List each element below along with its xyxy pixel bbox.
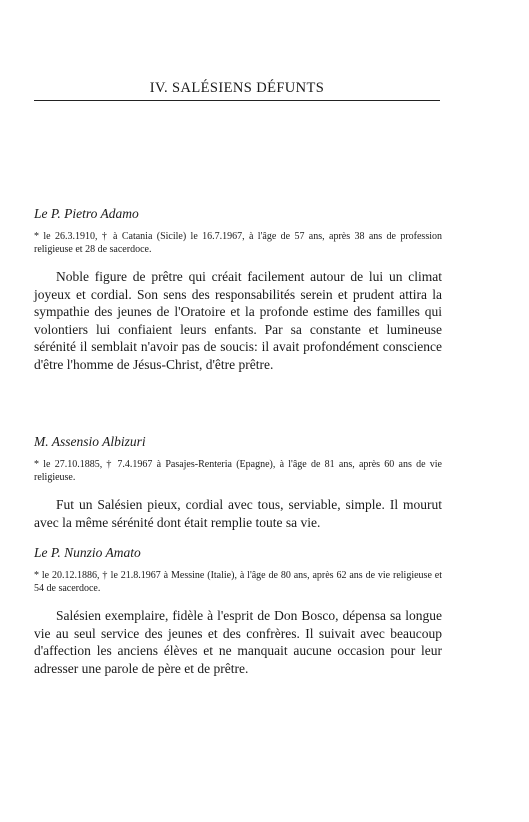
entry-dates: * le 27.10.1885, † 7.4.1967 à Pasajes-Renteria (Epagne), à l'âge de 81 ans, après 60 ans de vie religieuse. xyxy=(34,459,442,483)
entry-name: Le P. Nunzio Amato xyxy=(34,545,141,560)
entry-name: Le P. Pietro Adamo xyxy=(34,206,139,221)
entry-dates: * le 20.12.1886, † le 21.8.1967 à Messine (Italie), à l'âge de 80 ans, après 62 ans de vie religieuse et 54 de sacerdoce. xyxy=(34,570,442,594)
page-header: IV. SALÉSIENS DÉFUNTS xyxy=(149,80,325,96)
obituary-entry xyxy=(34,434,442,531)
entry-biography: Fut un Salésien pieux, cordial avec tous, serviable, simple. Il mourut avec la même sérénité dont était remplie toute sa vie. xyxy=(34,497,442,530)
obituary-entry xyxy=(34,206,442,374)
entry-biography: Noble figure de prêtre qui créait facilement autour de lui un climat joyeux et cordial. Son sens des responsabilités serein et prudent attira la sympathie des jeunes de l'Oratoire et la profonde estime des familles qui volontiers lui confiaient leurs enfants. Par sa constante et lumineuse sérénité il semblait n'avoir pas de soucis: il avait profondément conscience d'être l'homme de Jésus-Christ, d'être prêtre. xyxy=(34,269,442,372)
obituary-entry xyxy=(34,545,442,677)
entry-dates: * le 26.3.1910, † à Catania (Sicile) le 16.7.1967, à l'âge de 57 ans, après 38 ans de profession religieuse et 28 de sacerdoce. xyxy=(34,231,442,255)
header-rule xyxy=(34,100,440,101)
entry-biography: Salésien exemplaire, fidèle à l'esprit de Don Bosco, dépensa sa longue vie au seul service des jeunes et des confrères. Il suivait avec beaucoup d'affection les anciens élèves et ne manquait aucune occasion pour leur adresser une parole de père et de prêtre. xyxy=(34,608,442,676)
entry-name: M. Assensio Albizuri xyxy=(34,434,146,449)
